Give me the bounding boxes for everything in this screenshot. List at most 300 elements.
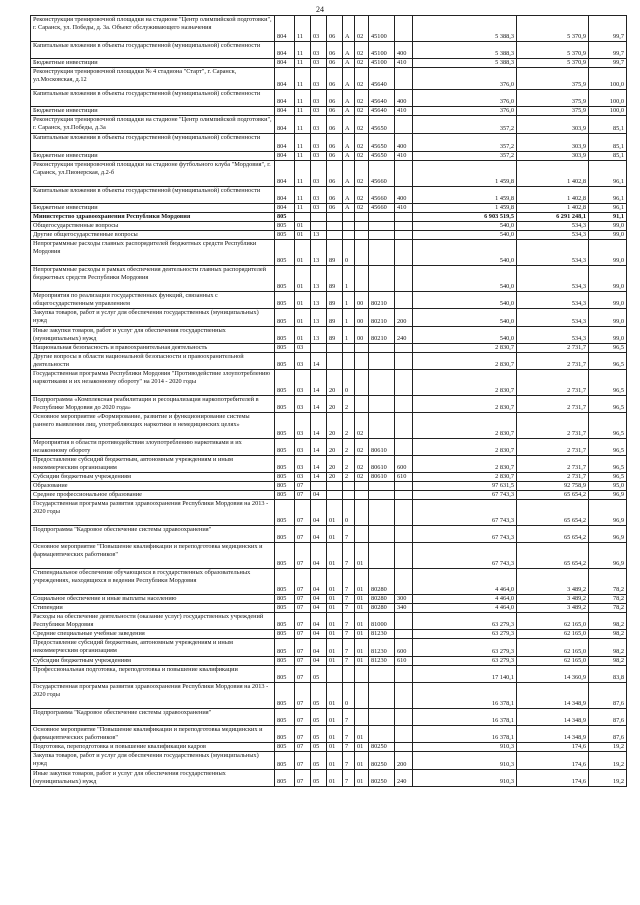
col-approved: 16 378,1: [413, 709, 517, 726]
row-name: Бюджетные инвестиции: [31, 107, 275, 116]
col-direction: 80250: [369, 743, 395, 752]
row-name: Бюджетные инвестиции: [31, 204, 275, 213]
table-row: [31, 213, 627, 222]
col-activity: 02: [355, 16, 369, 42]
col-executed: 174,6: [517, 743, 589, 752]
col-section: 07: [295, 683, 311, 709]
col-percent: 19,2: [589, 770, 627, 787]
col-activity: [355, 666, 369, 683]
col-approved: 2 830,7: [413, 456, 517, 473]
col-expense-type: [395, 439, 413, 456]
col-section: 07: [295, 752, 311, 770]
col-percent: 87,6: [589, 726, 627, 743]
col-percent: 99,0: [589, 327, 627, 344]
col-approved: 63 279,3: [413, 657, 517, 666]
col-direction: 80250: [369, 752, 395, 770]
col-subprogram: 7: [343, 743, 355, 752]
table-row: [31, 613, 627, 630]
col-subprogram: 0: [343, 240, 355, 266]
col-executed: 3 489,2: [517, 604, 589, 613]
col-grbs: 805: [275, 353, 295, 370]
col-activity: [355, 266, 369, 292]
col-executed: 6 291 248,1: [517, 213, 589, 222]
col-grbs: 804: [275, 187, 295, 204]
col-subprogram: А: [343, 90, 355, 107]
row-name: Закупка товаров, работ и услуг для обеспечения государственных (муниципальных) нужд: [31, 309, 275, 327]
col-executed: 2 731,7: [517, 439, 589, 456]
table-row: [31, 743, 627, 752]
col-subprogram: 2: [343, 473, 355, 482]
col-subprogram: 7: [343, 613, 355, 630]
col-approved: 16 378,1: [413, 683, 517, 709]
col-expense-type: [395, 482, 413, 491]
row-name: Профессиональная подготовка, переподготовка и повышение квалификации: [31, 666, 275, 683]
col-percent: 96,5: [589, 413, 627, 439]
col-subsection: 04: [311, 491, 327, 500]
col-approved: 4 464,0: [413, 595, 517, 604]
col-subsection: 04: [311, 526, 327, 543]
col-percent: 100,0: [589, 68, 627, 90]
col-direction: [369, 526, 395, 543]
col-direction: [369, 370, 395, 396]
col-subsection: 05: [311, 770, 327, 787]
col-grbs: 805: [275, 222, 295, 231]
col-subsection: 04: [311, 657, 327, 666]
col-executed: 14 348,9: [517, 683, 589, 709]
col-expense-type: [395, 292, 413, 309]
col-activity: [355, 500, 369, 526]
col-executed: 2 731,7: [517, 396, 589, 413]
col-section: 03: [295, 353, 311, 370]
col-grbs: 805: [275, 370, 295, 396]
col-section: 07: [295, 630, 311, 639]
row-name: Непрограммные расходы главных распорядителей бюджетных средств Республики Мордовия: [31, 240, 275, 266]
col-approved: 357,2: [413, 152, 517, 161]
col-grbs: 805: [275, 482, 295, 491]
col-direction: 45660: [369, 161, 395, 187]
col-approved: 357,2: [413, 116, 517, 134]
col-section: 11: [295, 68, 311, 90]
col-subprogram: 7: [343, 526, 355, 543]
col-program: [327, 482, 343, 491]
col-section: 07: [295, 500, 311, 526]
row-name: Реконструкция тренировочной площадки на стадионе футбольного клуба "Мордовия", г. Саранск, ул.Пионерская, д.2-б: [31, 161, 275, 187]
col-grbs: 805: [275, 526, 295, 543]
col-grbs: 804: [275, 161, 295, 187]
table-row: [31, 604, 627, 613]
col-section: 07: [295, 709, 311, 726]
col-percent: 96,9: [589, 491, 627, 500]
col-section: 11: [295, 42, 311, 59]
col-program: 01: [327, 639, 343, 657]
col-percent: 85,1: [589, 134, 627, 152]
col-executed: 174,6: [517, 770, 589, 787]
col-expense-type: 240: [395, 770, 413, 787]
col-percent: 85,1: [589, 152, 627, 161]
col-direction: [369, 413, 395, 439]
col-activity: 02: [355, 116, 369, 134]
col-activity: [355, 491, 369, 500]
col-subsection: 14: [311, 439, 327, 456]
col-section: 07: [295, 482, 311, 491]
col-program: 06: [327, 68, 343, 90]
table-row: [31, 353, 627, 370]
col-activity: 01: [355, 752, 369, 770]
col-activity: 00: [355, 309, 369, 327]
col-expense-type: 400: [395, 187, 413, 204]
table-row: [31, 152, 627, 161]
table-row: [31, 630, 627, 639]
col-percent: 96,5: [589, 456, 627, 473]
col-approved: 97 631,5: [413, 482, 517, 491]
col-subsection: 03: [311, 16, 327, 42]
col-program: 06: [327, 16, 343, 42]
col-executed: 534,3: [517, 327, 589, 344]
col-program: 01: [327, 743, 343, 752]
col-grbs: 805: [275, 292, 295, 309]
col-section: 01: [295, 309, 311, 327]
col-section: 11: [295, 134, 311, 152]
col-executed: 2 731,7: [517, 344, 589, 353]
col-grbs: 805: [275, 543, 295, 569]
row-name: Подпрограмма "Кадровое обеспечение системы здравоохранения": [31, 526, 275, 543]
col-grbs: 805: [275, 726, 295, 743]
table-row: [31, 59, 627, 68]
col-approved: 910,3: [413, 743, 517, 752]
col-subprogram: 7: [343, 569, 355, 595]
col-activity: 02: [355, 187, 369, 204]
col-executed: 5 370,9: [517, 59, 589, 68]
col-program: 06: [327, 187, 343, 204]
col-expense-type: [395, 569, 413, 595]
col-grbs: 805: [275, 569, 295, 595]
table-row: [31, 292, 627, 309]
col-approved: 2 830,7: [413, 353, 517, 370]
col-executed: 14 348,9: [517, 709, 589, 726]
col-percent: 99,7: [589, 59, 627, 68]
col-expense-type: 340: [395, 604, 413, 613]
col-grbs: 805: [275, 327, 295, 344]
col-program: [327, 222, 343, 231]
col-executed: 62 165,0: [517, 657, 589, 666]
col-subprogram: 7: [343, 726, 355, 743]
col-section: 11: [295, 204, 311, 213]
col-subsection: 03: [311, 204, 327, 213]
col-program: [327, 344, 343, 353]
col-subsection: 03: [311, 116, 327, 134]
col-section: 03: [295, 439, 311, 456]
col-subprogram: А: [343, 16, 355, 42]
budget-table: [30, 15, 627, 787]
col-percent: 95,0: [589, 482, 627, 491]
col-activity: 02: [355, 68, 369, 90]
col-percent: 96,9: [589, 543, 627, 569]
row-name: Реконструкция тренировочной площадки на стадионе "Центр олимпийской подготовки", г. Саранск, ул. Победы, д. 3а. Объект обслуживающего назначения: [31, 16, 275, 42]
row-name: Министерство здравоохранения Республики Мордовия: [31, 213, 275, 222]
col-approved: 1 459,8: [413, 187, 517, 204]
col-percent: 98,2: [589, 657, 627, 666]
col-direction: [369, 344, 395, 353]
col-executed: 62 165,0: [517, 639, 589, 657]
col-approved: 63 279,3: [413, 613, 517, 630]
col-expense-type: [395, 16, 413, 42]
row-name: Иные закупки товаров, работ и услуг для обеспечения государственных (муниципальных) нужд: [31, 327, 275, 344]
col-activity: 00: [355, 327, 369, 344]
col-grbs: 805: [275, 743, 295, 752]
col-grbs: 805: [275, 491, 295, 500]
col-approved: 4 464,0: [413, 569, 517, 595]
col-activity: 01: [355, 630, 369, 639]
col-program: 01: [327, 683, 343, 709]
col-subprogram: А: [343, 161, 355, 187]
row-name: Иные закупки товаров, работ и услуг для обеспечения государственных (муниципальных) нужд: [31, 770, 275, 787]
col-activity: 01: [355, 657, 369, 666]
row-name: Основное мероприятие "Повышение квалификации и переподготовка медицинских и фармацевтических работников": [31, 726, 275, 743]
col-activity: [355, 353, 369, 370]
col-percent: 96,9: [589, 526, 627, 543]
col-percent: 99,0: [589, 240, 627, 266]
col-expense-type: [395, 666, 413, 683]
col-section: 11: [295, 161, 311, 187]
col-approved: 67 743,3: [413, 526, 517, 543]
col-program: 06: [327, 134, 343, 152]
table-row: [31, 709, 627, 726]
col-percent: 99,7: [589, 16, 627, 42]
col-approved: 540,0: [413, 240, 517, 266]
table-row: [31, 396, 627, 413]
row-name: Мероприятия по реализации государственных функций, связанных с общегосударственным управлением: [31, 292, 275, 309]
col-subsection: 13: [311, 240, 327, 266]
col-grbs: 805: [275, 231, 295, 240]
col-approved: 376,0: [413, 90, 517, 107]
col-activity: [355, 344, 369, 353]
col-expense-type: [395, 396, 413, 413]
col-section: 11: [295, 107, 311, 116]
col-program: 06: [327, 116, 343, 134]
col-section: 07: [295, 657, 311, 666]
col-program: 20: [327, 456, 343, 473]
col-grbs: 805: [275, 439, 295, 456]
col-expense-type: [395, 709, 413, 726]
col-subsection: 13: [311, 327, 327, 344]
col-expense-type: [395, 370, 413, 396]
col-program: 06: [327, 204, 343, 213]
col-section: 07: [295, 595, 311, 604]
table-body: [31, 16, 627, 787]
col-expense-type: [395, 413, 413, 439]
col-percent: 98,2: [589, 639, 627, 657]
table-row: [31, 327, 627, 344]
col-subprogram: 7: [343, 604, 355, 613]
table-row: [31, 42, 627, 59]
col-section: 11: [295, 16, 311, 42]
col-direction: [369, 213, 395, 222]
table-row: [31, 482, 627, 491]
col-approved: 540,0: [413, 309, 517, 327]
col-percent: 19,2: [589, 743, 627, 752]
col-program: [327, 213, 343, 222]
col-subprogram: [343, 491, 355, 500]
col-section: 07: [295, 770, 311, 787]
col-program: 01: [327, 752, 343, 770]
col-approved: 540,0: [413, 292, 517, 309]
table-row: [31, 116, 627, 134]
table-row: [31, 204, 627, 213]
table-row: [31, 543, 627, 569]
col-subsection: 14: [311, 396, 327, 413]
col-section: [295, 213, 311, 222]
col-section: 01: [295, 222, 311, 231]
col-grbs: 804: [275, 116, 295, 134]
row-name: Предоставление субсидий бюджетным, автономным учреждениям и иным некоммерческим организациям: [31, 456, 275, 473]
col-expense-type: 400: [395, 90, 413, 107]
col-direction: [369, 482, 395, 491]
col-approved: 2 830,7: [413, 413, 517, 439]
col-direction: [369, 231, 395, 240]
col-direction: 81230: [369, 639, 395, 657]
row-name: Основное мероприятие «Формирование, развитие и функционирование системы раннего выявления лиц, употребляющих наркотики в немедицинских целях»: [31, 413, 275, 439]
col-grbs: 805: [275, 240, 295, 266]
table-row: [31, 666, 627, 683]
col-direction: 45640: [369, 107, 395, 116]
col-program: 01: [327, 709, 343, 726]
col-approved: 67 743,3: [413, 491, 517, 500]
col-section: 11: [295, 152, 311, 161]
col-percent: 96,1: [589, 204, 627, 213]
col-activity: [355, 482, 369, 491]
col-approved: 910,3: [413, 752, 517, 770]
col-direction: 45100: [369, 59, 395, 68]
col-activity: 00: [355, 292, 369, 309]
col-approved: 16 378,1: [413, 726, 517, 743]
table-row: [31, 266, 627, 292]
col-subsection: 04: [311, 569, 327, 595]
row-name: Среднее профессиональное образование: [31, 491, 275, 500]
col-direction: 80610: [369, 473, 395, 482]
row-name: Капитальные вложения в объекты государственной (муниципальной) собственности: [31, 134, 275, 152]
row-name: Образование: [31, 482, 275, 491]
col-subsection: [311, 213, 327, 222]
col-section: 07: [295, 613, 311, 630]
col-subprogram: А: [343, 42, 355, 59]
col-activity: 01: [355, 743, 369, 752]
col-grbs: 805: [275, 666, 295, 683]
col-section: 11: [295, 90, 311, 107]
col-activity: 01: [355, 543, 369, 569]
col-program: 89: [327, 309, 343, 327]
col-approved: 67 743,3: [413, 543, 517, 569]
col-direction: [369, 543, 395, 569]
col-approved: 1 459,8: [413, 161, 517, 187]
col-direction: [369, 266, 395, 292]
row-name: Другие вопросы в области национальной безопасности и правоохранительной деятельности: [31, 353, 275, 370]
col-grbs: 805: [275, 595, 295, 604]
table-row: [31, 595, 627, 604]
col-approved: 5 388,3: [413, 42, 517, 59]
col-activity: [355, 231, 369, 240]
row-name: Государственная программа развития здравоохранения Республики Мордовия на 2013 - 2020 годы: [31, 683, 275, 709]
col-percent: 100,0: [589, 90, 627, 107]
col-executed: 14 348,9: [517, 726, 589, 743]
col-subprogram: 2: [343, 439, 355, 456]
col-expense-type: 610: [395, 657, 413, 666]
row-name: Капитальные вложения в объекты государственной (муниципальной) собственности: [31, 90, 275, 107]
col-expense-type: 600: [395, 639, 413, 657]
col-grbs: 805: [275, 473, 295, 482]
col-grbs: 804: [275, 204, 295, 213]
col-executed: 65 654,2: [517, 491, 589, 500]
table-row: [31, 413, 627, 439]
col-activity: 01: [355, 726, 369, 743]
col-direction: [369, 222, 395, 231]
col-section: 03: [295, 370, 311, 396]
col-subprogram: 2: [343, 456, 355, 473]
table-row: [31, 68, 627, 90]
col-subprogram: 2: [343, 413, 355, 439]
col-executed: 65 654,2: [517, 543, 589, 569]
col-approved: 4 464,0: [413, 604, 517, 613]
col-activity: 02: [355, 152, 369, 161]
col-grbs: 804: [275, 59, 295, 68]
col-executed: 3 489,2: [517, 595, 589, 604]
col-percent: 100,0: [589, 107, 627, 116]
col-executed: 2 731,7: [517, 413, 589, 439]
col-percent: 98,2: [589, 630, 627, 639]
col-approved: 376,0: [413, 68, 517, 90]
col-expense-type: [395, 222, 413, 231]
col-activity: [355, 240, 369, 266]
col-approved: 1 459,8: [413, 204, 517, 213]
col-subprogram: [343, 231, 355, 240]
col-section: 11: [295, 59, 311, 68]
col-approved: 5 388,3: [413, 16, 517, 42]
col-subsection: 14: [311, 473, 327, 482]
col-subsection: 04: [311, 630, 327, 639]
col-executed: 5 370,9: [517, 16, 589, 42]
col-direction: 45660: [369, 187, 395, 204]
row-name: Субсидии бюджетным учреждениям: [31, 657, 275, 666]
col-executed: 534,3: [517, 309, 589, 327]
table-row: [31, 473, 627, 482]
col-percent: 91,1: [589, 213, 627, 222]
col-direction: 81230: [369, 630, 395, 639]
col-program: 01: [327, 770, 343, 787]
col-approved: 540,0: [413, 231, 517, 240]
col-expense-type: [395, 500, 413, 526]
col-program: 01: [327, 613, 343, 630]
col-grbs: 805: [275, 213, 295, 222]
col-percent: 85,1: [589, 116, 627, 134]
col-subsection: 05: [311, 666, 327, 683]
col-activity: 02: [355, 456, 369, 473]
row-name: Расходы на обеспечение деятельности (оказание услуг) государственных учреждений Республики Мордовия: [31, 613, 275, 630]
col-grbs: 805: [275, 709, 295, 726]
table-row: [31, 309, 627, 327]
col-section: 07: [295, 491, 311, 500]
col-expense-type: 410: [395, 204, 413, 213]
col-activity: [355, 213, 369, 222]
col-grbs: 805: [275, 613, 295, 630]
col-expense-type: 300: [395, 595, 413, 604]
col-subprogram: 7: [343, 630, 355, 639]
row-name: Социальное обеспечение и иные выплаты населению: [31, 595, 275, 604]
col-grbs: 805: [275, 309, 295, 327]
col-grbs: 805: [275, 683, 295, 709]
col-percent: 96,5: [589, 473, 627, 482]
col-program: 06: [327, 59, 343, 68]
col-program: 89: [327, 240, 343, 266]
col-expense-type: 410: [395, 152, 413, 161]
